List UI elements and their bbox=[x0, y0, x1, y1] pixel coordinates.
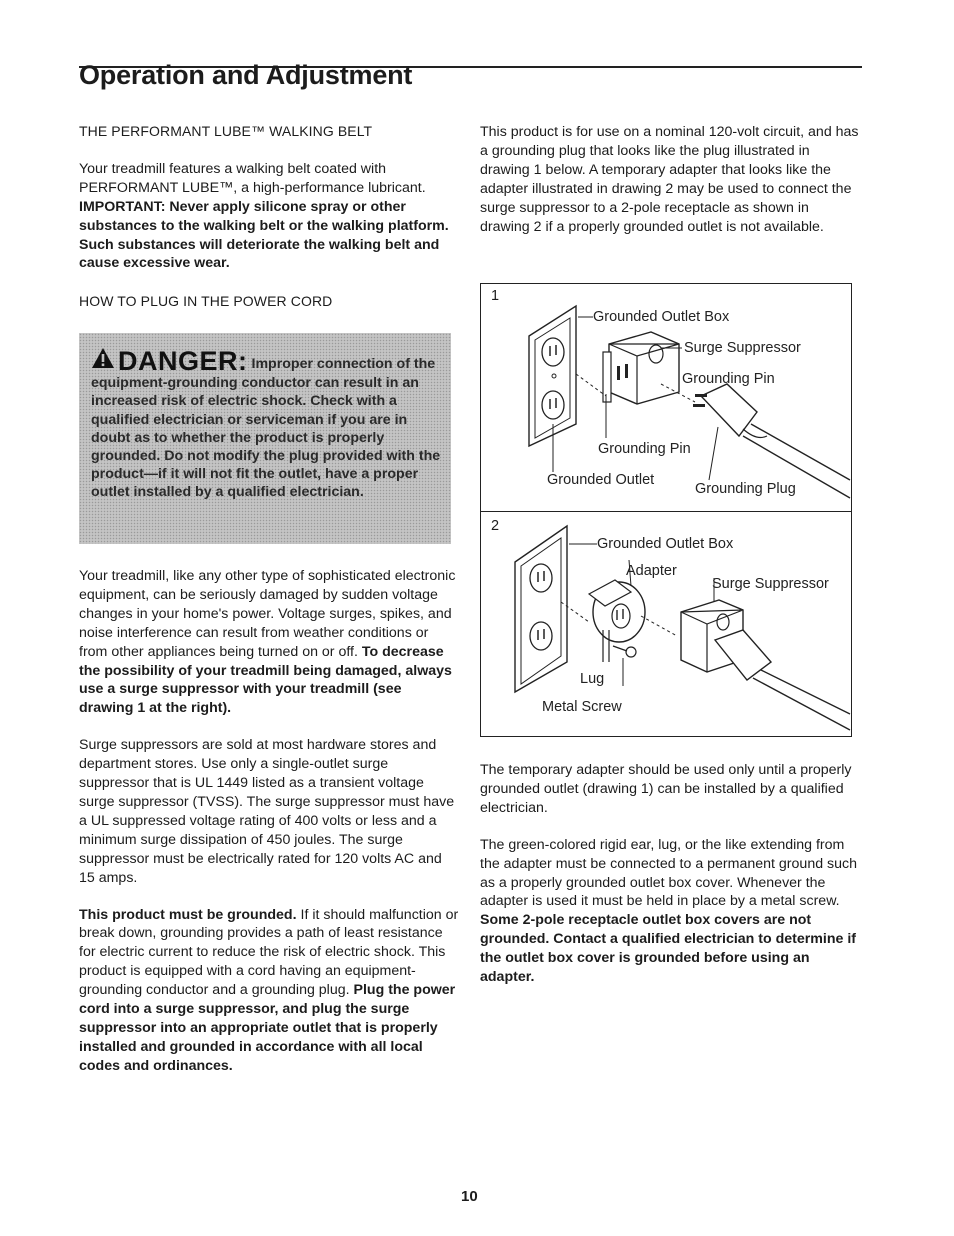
surge-text: Your treadmill, like any other type of sophisticated electronic equipment, can be seriously damaged by sudden voltage changes in your home's power. Voltage surges, spikes, and noise interference can result from weather conditions or from other appliances being turned on or off. bbox=[79, 568, 456, 660]
lug-text: The green-colored rigid ear, lug, or the like extending from the adapter must be connected to a permanent ground such as a properly grounded outlet box cover. Whenever the adapter is used it must be held in place by a metal screw. bbox=[480, 836, 858, 910]
surge-bold: To decrease the possibility of your treadmill being damaged, always use a surge suppressor with your treadmill (see drawing 1 at the right). bbox=[79, 643, 452, 717]
page-title: Operation and Adjustment bbox=[79, 60, 413, 90]
lug-bold: Some 2-pole receptacle outlet box covers are not grounded. Contact a qualified electrician to determine if the outlet box cover is grounded before using an adapter. bbox=[480, 912, 857, 986]
d1-label-grounded-outlet: Grounded Outlet bbox=[547, 472, 655, 488]
lug-paragraph bbox=[480, 836, 862, 987]
d1-label-grounding-pin-top: Grounding Pin bbox=[682, 371, 775, 387]
danger-body: Improper connection of the equipment-grounding conductor can result in an increased risk of electric shock. Check with a qualified electrician or serviceman if you are in doubt as to whether the product is properly grounded. Do not modify the plug provided with the product—if it will not fit the outlet, have a proper outlet installed by a qualified electrician. bbox=[91, 356, 441, 501]
belt-heading: THE PERFORMANT LUBE™ WALKING BELT bbox=[79, 123, 373, 139]
plug-heading: HOW TO PLUG IN THE POWER CORD bbox=[79, 293, 333, 310]
d2-label-surge-suppressor: Surge Suppressor bbox=[712, 576, 829, 592]
belt-text: Your treadmill features a walking belt coated with PERFORMANT LUBE™, a high-performance lubricant. bbox=[79, 160, 426, 196]
d1-label-surge-suppressor: Surge Suppressor bbox=[684, 340, 801, 356]
drawing-2-number: 2 bbox=[491, 518, 500, 534]
d2-label-lug: Lug bbox=[580, 671, 605, 687]
belt-paragraph bbox=[79, 160, 459, 273]
adapter-text: The temporary adapter should be used only until a properly grounded outlet (drawing 1) can be installed by a qualified electrician. bbox=[480, 762, 852, 816]
surge-paragraph bbox=[79, 567, 459, 718]
grounded-bold: This product must be grounded. bbox=[79, 906, 297, 923]
drawing-1-number: 1 bbox=[491, 288, 500, 304]
page-number: 10 bbox=[461, 1188, 478, 1205]
circuit-text: This product is for use on a nominal 120-volt circuit, and has a grounding plug that looks like the plug illustrated in drawing 1 below. A temporary adapter that looks like the adapter illustrated in drawing 2 may be used to connect the surge suppressor to a 2-pole receptacle as shown in drawing 2 if a properly grounded outlet is not available. bbox=[480, 124, 859, 235]
danger-word: DANGER: bbox=[118, 346, 248, 376]
belt-section bbox=[79, 122, 459, 311]
d1-label-grounding-plug: Grounding Plug bbox=[695, 481, 796, 497]
danger-text-block bbox=[91, 347, 441, 502]
warning-triangle-icon bbox=[91, 347, 115, 374]
d2-label-adapter: Adapter bbox=[626, 563, 677, 579]
d2-label-metal-screw: Metal Screw bbox=[542, 699, 622, 715]
surge-section bbox=[79, 567, 459, 1076]
grounded-paragraph bbox=[79, 906, 459, 1076]
danger-box bbox=[79, 333, 451, 544]
grounded-bold-2: Plug the power cord into a surge suppressor, and plug the surge suppressor into an appropriate outlet that is properly installed and grounded in accordance with all local codes and ordinances. bbox=[79, 982, 456, 1074]
adapter-section bbox=[480, 761, 862, 987]
grounded-text: If it should malfunction or break down, grounding provides a path of least resistance for electric current to reduce the risk of electric shock. This product is equipped with a cord having an equipment-grounding conductor and a grounding plug. bbox=[79, 906, 459, 999]
d1-label-grounding-pin-bottom: Grounding Pin bbox=[598, 441, 691, 457]
belt-important: IMPORTANT: Never apply silicone spray or other substances to the walking belt or the walking platform. Such substances will deteriorate the walking belt and cause excessive wear. bbox=[79, 198, 449, 272]
stores-text: Surge suppressors are sold at most hardware stores and department stores. Use only a single-outlet surge suppressor that is UL 1449 listed as a transient voltage surge suppressor (TVSS). The surge suppressor must have a UL suppressed voltage rating of 400 volts or less and a minimum surge dissipation of 450 joules. The surge suppressor must be electrically rated for 120 volts AC and 15 amps. bbox=[79, 737, 455, 886]
d2-label-grounded-outlet-box: Grounded Outlet Box bbox=[597, 536, 734, 552]
drawings-frame bbox=[480, 283, 852, 737]
d1-label-grounded-outlet-box: Grounded Outlet Box bbox=[593, 309, 730, 325]
